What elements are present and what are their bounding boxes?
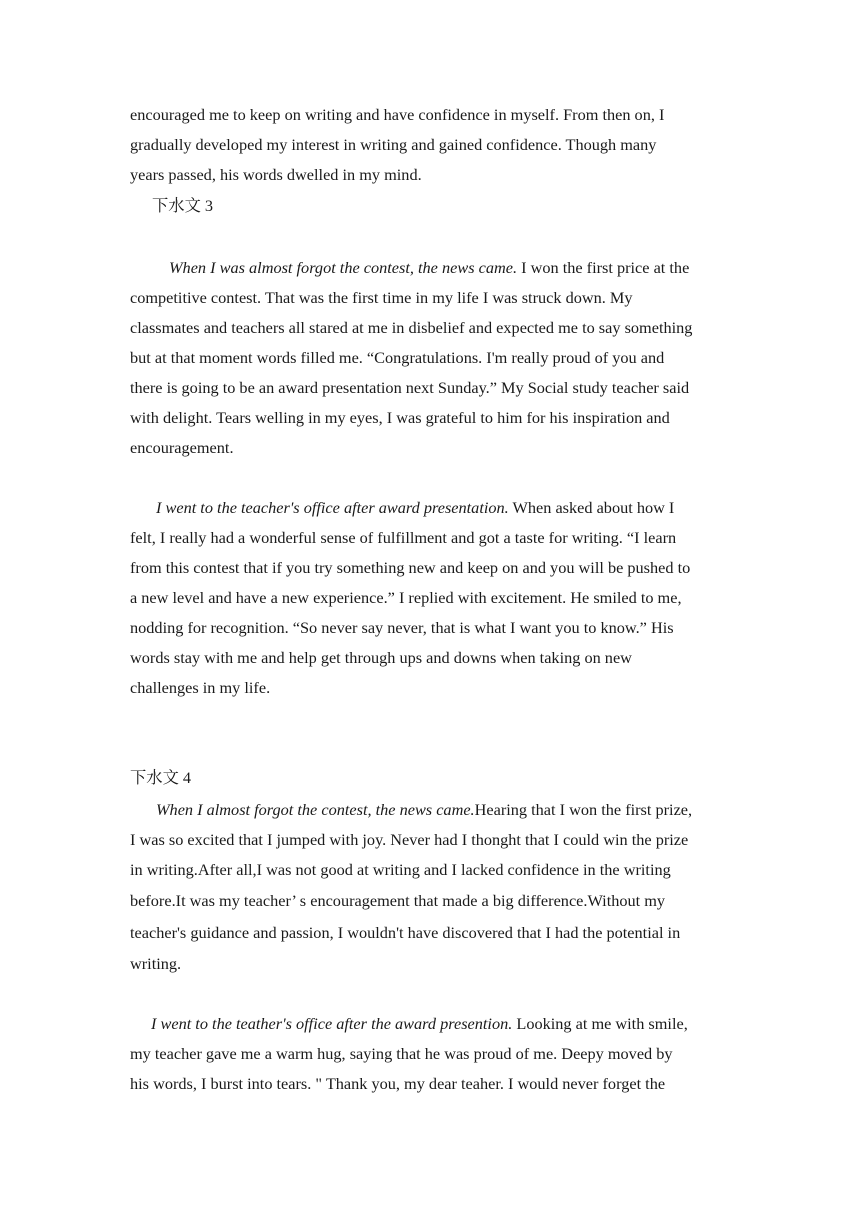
- section-3-para-1-line: classmates and teachers all stared at me in disbelief and expected me to say something: [130, 318, 693, 337]
- section-3-para-2-line: challenges in my life.: [130, 678, 271, 697]
- section-4-para-1-line: writing.: [130, 954, 182, 973]
- section-3-para-2-line: a new level and have a new experience.” I replied with excitement. He smiled to me,: [130, 588, 682, 607]
- section-3-para-1-line: encouragement.: [130, 438, 234, 457]
- intro-line-3: years passed, his words dwelled in my mind.: [130, 165, 422, 184]
- section-4-para-1-line: I was so excited that I jumped with joy. Never had I thonght that I could win the prize: [130, 830, 689, 849]
- section-3-para-1-line: with delight. Tears welling in my eyes, I was grateful to him for his inspiration and: [130, 408, 670, 427]
- section-3-para-1-first-rest: I won the first price at the: [517, 258, 690, 277]
- section-3-para-2-line: words stay with me and help get through ups and downs when taking on new: [130, 648, 632, 667]
- section-4-para-1-first-rest: Hearing that I won the first prize,: [474, 800, 693, 819]
- section-3-para-2-first-rest: When asked about how I: [508, 498, 675, 517]
- section-3-para-1-line: but at that moment words filled me. “Congratulations. I'm really proud of you and: [130, 348, 665, 367]
- section-3-para-1-lead: When I was almost forgot the contest, the news came.: [169, 258, 518, 277]
- section-4-para-2-line: my teacher gave me a warm hug, saying that he was proud of me. Deepy moved by: [130, 1044, 673, 1063]
- section-4-para-2-lead: I went to the teather's office after the award presention.: [151, 1014, 513, 1033]
- section-4-heading: 下水文 4: [130, 768, 192, 787]
- section-4-para-1-line: before.It was my teacher’ s encouragement that made a big difference.Without my: [130, 891, 666, 910]
- intro-line-2: gradually developed my interest in writing and gained confidence. Though many: [130, 135, 657, 154]
- section-3-para-2-line: felt, I really had a wonderful sense of fulfillment and got a taste for writing. “I learn: [130, 528, 677, 547]
- section-4-para-1-line: teacher's guidance and passion, I wouldn't have discovered that I had the potential in: [130, 923, 681, 942]
- section-4-para-1-first-line: [156, 800, 692, 820]
- section-3-para-2-line: nodding for recognition. “So never say never, that is what I want you to know.” His: [130, 618, 674, 637]
- section-3-para-2-lead: I went to the teacher's office after award presentation.: [156, 498, 509, 517]
- intro-line-1: encouraged me to keep on writing and have confidence in myself. From then on, I: [130, 105, 665, 124]
- section-3-para-2-first-line: [156, 498, 674, 518]
- section-3-para-1-line: there is going to be an award presentation next Sunday.” My Social study teacher said: [130, 378, 690, 397]
- section-4-para-1-line: in writing.After all,I was not good at writing and I lacked confidence in the writing: [130, 860, 671, 879]
- section-4-para-2-first-line: [151, 1014, 688, 1034]
- section-4-para-1-lead: When I almost forgot the contest, the news came.: [156, 800, 475, 819]
- section-3-para-1-first-line: [169, 258, 689, 278]
- section-3-para-2-line: from this contest that if you try something new and keep on and you will be pushed to: [130, 558, 691, 577]
- section-4-para-2-first-rest: Looking at me with smile,: [512, 1014, 688, 1033]
- section-3-heading: 下水文 3: [152, 196, 214, 215]
- section-3-para-1-line: competitive contest. That was the first time in my life I was struck down. My: [130, 288, 633, 307]
- section-4-para-2-line: his words, I burst into tears. " Thank you, my dear teaher. I would never forget the: [130, 1074, 666, 1093]
